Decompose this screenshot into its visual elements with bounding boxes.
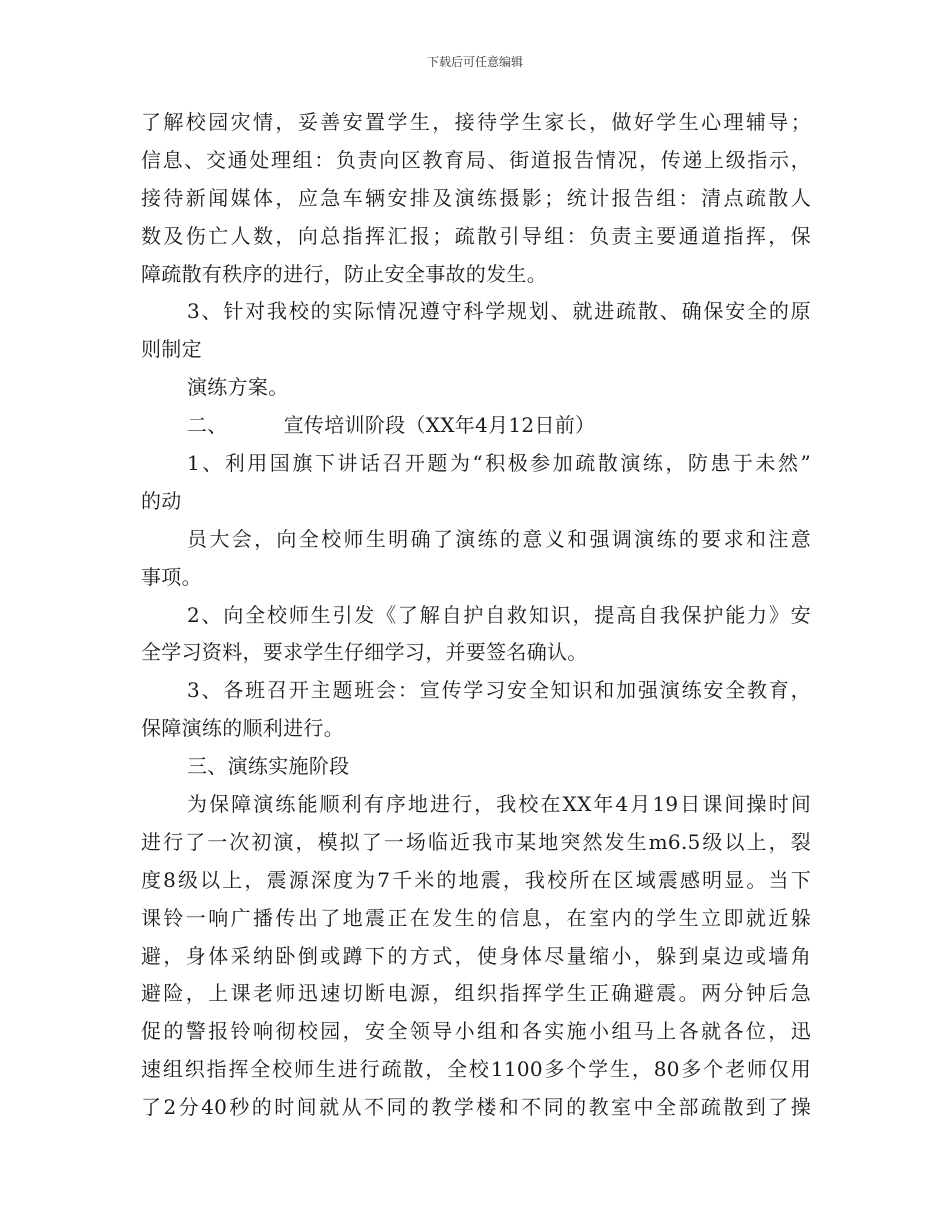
section-heading-2 — [141, 407, 811, 445]
document-body — [141, 104, 811, 1127]
text-line: 避，身体采纳卧倒或蹲下的方式，使身体尽量缩小，躲到桌边或墙角 — [141, 943, 811, 968]
text-line: 保障演练的顺利进行。 — [141, 716, 344, 741]
text-line: 进行了一次初演，模拟了一场临近我市某地突然发生m6.5级以上，裂 — [141, 829, 811, 854]
section-heading-3: 三、演练实施阶段 — [187, 754, 350, 779]
text-line: 则制定 — [141, 337, 202, 362]
text-line: 3、针对我校的实际情况遵守科学规划、就进疏散、确保安全的原 — [187, 299, 811, 324]
text-line: 员大会，向全校师生明确了演练的意义和强调演练的要求和注意 — [187, 526, 811, 551]
text-line: 为保障演练能顺利有序地进行，我校在XX年4月19日课间操时间 — [187, 792, 811, 817]
text-line: 全学习资料，要求学生仔细学习，并要签名确认。 — [141, 640, 588, 665]
text-line: 接待新闻媒体，应急车辆安排及演练摄影；统计报告组：清点疏散人 — [141, 185, 811, 210]
text-line: 障疏散有秩序的进行，防止安全事故的发生。 — [141, 261, 547, 286]
text-line: 的动 — [141, 488, 182, 513]
text-line: 信息、交通处理组：负责向区教育局、街道报告情况，传递上级指示， — [141, 147, 811, 172]
text-line: 数及伤亡人数，向总指挥汇报；疏散引导组：负责主要通道指挥，保 — [141, 223, 811, 248]
text-line: 了2分40秒的时间就从不同的教学楼和不同的教室中全部疏散到了操 — [141, 1095, 811, 1120]
text-line: 演练方案。 — [187, 375, 289, 400]
text-line: 课铃一响广播传出了地震正在发生的信息，在室内的学生立即就近躲 — [141, 905, 811, 930]
text-line: 2、向全校师生引发《了解自护自救知识，提高自我保护能力》安 — [187, 602, 811, 627]
text-line: 事项。 — [141, 564, 202, 589]
text-line: 1、利用国旗下讲话召开题为“积极参加疏散演练，防患于未然” — [187, 451, 811, 476]
page-header: 下载后可任意编辑 — [426, 55, 523, 69]
section-number: 二、 — [187, 413, 228, 438]
text-line: 3、各班召开主题班会：宣传学习安全知识和加强演练安全教育， — [187, 678, 811, 703]
text-line: 速组织指挥全校师生进行疏散，全校1100多个学生，80多个老师仅用 — [141, 1057, 811, 1082]
text-line: 了解校园灾情，妥善安置学生，接待学生家长，做好学生心理辅导； — [141, 110, 811, 134]
text-line: 度8级以上，震源深度为7千米的地震，我校所在区域震感明显。当下 — [141, 867, 811, 892]
section-title: 宣传培训阶段（XX年4月12日前） — [283, 413, 596, 438]
text-line: 避险，上课老师迅速切断电源，组织指挥学生正确避震。两分钟后急 — [141, 981, 811, 1006]
text-line: 促的警报铃响彻校园，安全领导小组和各实施小组马上各就各位，迅 — [141, 1019, 811, 1044]
